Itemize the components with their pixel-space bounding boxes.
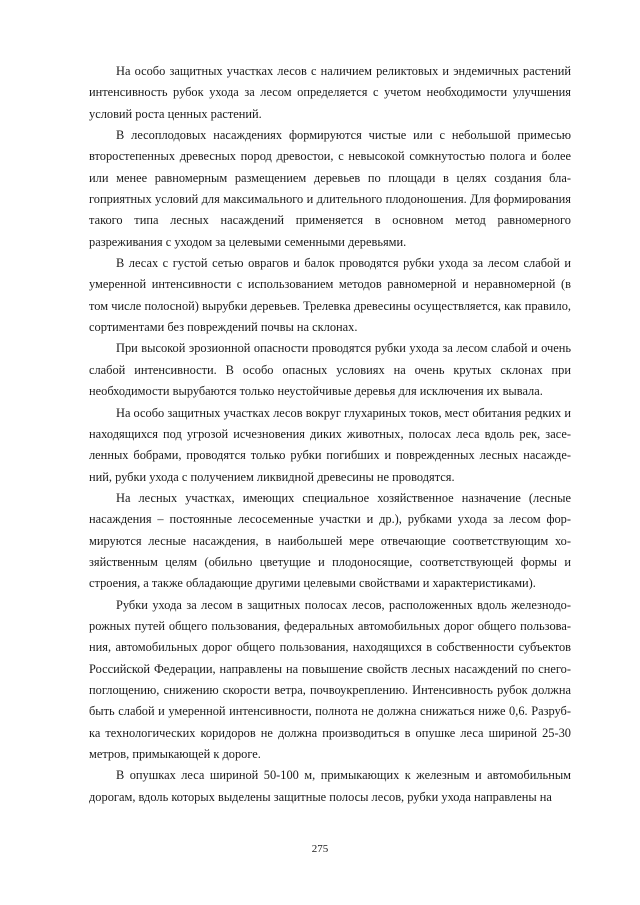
paragraph-protective-strips: Рубки ухода за лесом в защитных полосах лесов, расположенных вдоль железнодорожных путей общего пользования, федеральных автомобильных дорог общего пользования, автомобильных дорог общего пользования, находящихся в собственности субъектов Российской Федерации, направлены на повышение свойств лесных насаждений по снегопоглощению, снижению скорости ветра, почвоукреплению. Интенсивность рубок должна быть слабой и умеренной интенсивности, полнота не должна снижаться ниже 0,6. Разрубка технологических коридоров не должна производиться в опушке леса шириной 25-30 метров, примыкающей к дороге. xyxy=(89,597,571,761)
paragraph-fruit-plantations: В лесоплодовых насаждениях формируются чистые или с небольшой примесью второстепенных древесных пород древостои, с невысокой сомкнутостью полога и более или менее равномерным размещением деревьев по площади в целях создания благоприятных условий для максимального и длительного плодоношения. Для формирования такого типа лесных насаждений применяется в основном метод равномерного разреживания с уходом за целевыми семенными деревьями. xyxy=(89,128,571,249)
page-number: 275 xyxy=(311,843,329,855)
paragraph-wildlife-areas: На особо защитных участках лесов вокруг глухариных токов, мест обитания редких и находящихся под угрозой исчезновения диких животных, полосах леса вдоль рек, заселенных бобрами, проводятся только рубки погибших и поврежденных лесных насаждений, рубки ухода с получением ликвидной древесины не проводятся. xyxy=(89,405,571,484)
paragraph-erosion: При высокой эрозионной опасности проводятся рубки ухода за лесом слабой и очень слабой интенсивности. В особо опасных условиях на очень крутых склонах при необходимости вырубаются только неустойчивые деревья для исключения их вывала. xyxy=(89,341,571,399)
paragraph-relict-plants: На особо защитных участках лесов с наличием реликтовых и эндемичных растений интенсивность рубок ухода за лесом определяется с учетом необходимости улучшения условий роста ценных растений. xyxy=(89,64,571,121)
paragraph-special-purpose: На лесных участках, имеющих специальное хозяйственное назначение (лесные насаждения – постоянные лесосеменные участки и др.), рубками ухода за лесом формируются лесные насаждения, в наибольшей мере отвечающие соответствующим хозяйственным целям (обильно цветущие и плодоносящие, соответствующей формы и строения, а также обладающие другими целевыми свойствами и характеристиками). xyxy=(89,490,571,591)
paragraph-ravines: В лесах с густой сетью оврагов и балок проводятся рубки ухода за лесом слабой и умеренной интенсивности с использованием методов равномерной и неравномерной (в том числе полосной) вырубки деревьев. Трелевка древесины осуществляется, как правило, сортиментами без повреждений почвы на склонах. xyxy=(89,256,571,335)
document-body xyxy=(89,61,571,808)
paragraph-forest-edges: В опушках леса шириной 50-100 м, примыкающих к железным и автомобильным дорогам, вдоль которых выделены защитные полосы лесов, рубки ухода направлены на xyxy=(89,768,571,804)
